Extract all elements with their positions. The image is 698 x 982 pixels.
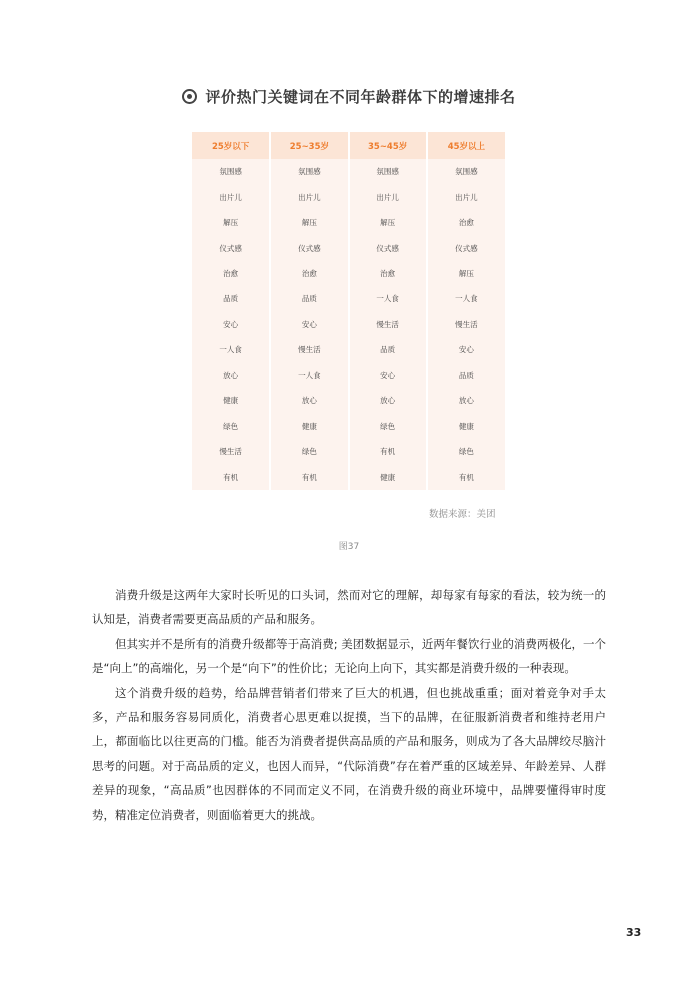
table-row <box>192 464 505 490</box>
table-row <box>192 261 505 286</box>
table-row <box>192 388 505 413</box>
table-cell: 安心 <box>192 312 270 337</box>
table-row <box>192 363 505 388</box>
table-cell: 放心 <box>349 388 427 413</box>
table-cell: 一人食 <box>427 286 505 311</box>
column-header: 25岁以下 <box>192 132 270 159</box>
table-cell: 放心 <box>270 388 348 413</box>
table-cell: 品质 <box>427 363 505 388</box>
paragraph: 但其实并不是所有的消费升级都等于高消费; 美团数据显示，近两年餐饮行业的消费两极化，一个是“向上”的高端化，另一个是“向下”的性价比；无论向上向下，其实都是消费升级的一种表现。 <box>92 636 606 676</box>
column-header: 35~45岁 <box>349 132 427 159</box>
table-cell: 一人食 <box>349 286 427 311</box>
table-row <box>192 286 505 311</box>
table-cell: 有机 <box>192 464 270 490</box>
table-cell: 仪式感 <box>270 235 348 260</box>
table-cell: 品质 <box>349 337 427 362</box>
table-cell: 健康 <box>427 414 505 439</box>
table-row <box>192 210 505 235</box>
table-row <box>192 439 505 464</box>
table-cell: 氛围感 <box>427 159 505 184</box>
table-cell: 绿色 <box>192 414 270 439</box>
table-row <box>192 337 505 362</box>
table-row <box>192 312 505 337</box>
table-cell: 慢生活 <box>192 439 270 464</box>
table-body <box>192 159 505 490</box>
ranking-table <box>192 132 505 490</box>
table-cell: 仪式感 <box>192 235 270 260</box>
table-cell: 氛围感 <box>192 159 270 184</box>
body-text <box>92 583 606 827</box>
table-cell: 绿色 <box>270 439 348 464</box>
table-cell: 绿色 <box>349 414 427 439</box>
table-cell: 解压 <box>427 261 505 286</box>
table-cell: 一人食 <box>192 337 270 362</box>
table-cell: 绿色 <box>427 439 505 464</box>
table-cell: 出片儿 <box>270 184 348 209</box>
data-source: 数据来源：美团 <box>429 509 496 520</box>
column-header: 45岁以上 <box>427 132 505 159</box>
table-cell: 健康 <box>270 414 348 439</box>
page-number: 33 <box>626 926 642 939</box>
table-cell: 品质 <box>192 286 270 311</box>
table-cell: 出片儿 <box>427 184 505 209</box>
table-cell: 慢生活 <box>349 312 427 337</box>
table-cell: 健康 <box>349 464 427 490</box>
table-cell: 出片儿 <box>192 184 270 209</box>
target-circle-icon <box>182 89 197 104</box>
paragraph: 这个消费升级的趋势，给品牌营销者们带来了巨大的机遇，但也挑战重重；面对着竞争对手太多，产品和服务容易同质化，消费者心思更难以捉摸，当下的品牌，在征服新消费者和维持老用户上，都面临比以往更高的门槛。能否为消费者提供高品质的产品和服务，则成为了各大品牌绞尽脑汁思考的问题。对于高品质的定义，也因人而异，“代际消费”存在着严重的区域差异、年龄差异、人群差异的现象，“高品质”也因群体的不同而定义不同，在消费升级的商业环境中，品牌要懂得审时度势，精准定位消费者，则面临着更大的挑战。 <box>92 685 606 822</box>
table-cell: 有机 <box>270 464 348 490</box>
table-cell: 仪式感 <box>349 235 427 260</box>
table-cell: 治愈 <box>192 261 270 286</box>
paragraph: 消费升级是这两年大家时长听见的口头词，然而对它的理解，却每家有每家的看法，较为统一的认知是，消费者需要更高品质的产品和服务。 <box>92 588 606 627</box>
table-cell: 慢生活 <box>427 312 505 337</box>
table-cell: 放心 <box>427 388 505 413</box>
table-cell: 健康 <box>192 388 270 413</box>
table-cell: 解压 <box>270 210 348 235</box>
table-cell: 出片儿 <box>349 184 427 209</box>
table-cell: 治愈 <box>349 261 427 286</box>
table-cell: 安心 <box>427 337 505 362</box>
table-cell: 安心 <box>270 312 348 337</box>
table-cell: 治愈 <box>427 210 505 235</box>
table-row <box>192 184 505 209</box>
table-cell: 品质 <box>270 286 348 311</box>
table-cell: 治愈 <box>270 261 348 286</box>
table-cell: 解压 <box>192 210 270 235</box>
table-row <box>192 159 505 184</box>
chart-title-row <box>0 86 698 107</box>
table-header-row <box>192 132 505 159</box>
chart-title: 评价热门关键词在不同年龄群体下的增速排名 <box>205 88 516 106</box>
table-cell: 解压 <box>349 210 427 235</box>
table-cell: 有机 <box>349 439 427 464</box>
table-row <box>192 414 505 439</box>
table-cell: 有机 <box>427 464 505 490</box>
table-cell: 慢生活 <box>270 337 348 362</box>
table-cell: 放心 <box>192 363 270 388</box>
table-cell: 一人食 <box>270 363 348 388</box>
table-cell: 氛围感 <box>349 159 427 184</box>
figure-caption: 图37 <box>338 542 360 552</box>
table-cell: 氛围感 <box>270 159 348 184</box>
table-cell: 仪式感 <box>427 235 505 260</box>
table-cell: 安心 <box>349 363 427 388</box>
column-header: 25~35岁 <box>270 132 348 159</box>
ranking-table-container <box>192 132 505 490</box>
table-row <box>192 235 505 260</box>
